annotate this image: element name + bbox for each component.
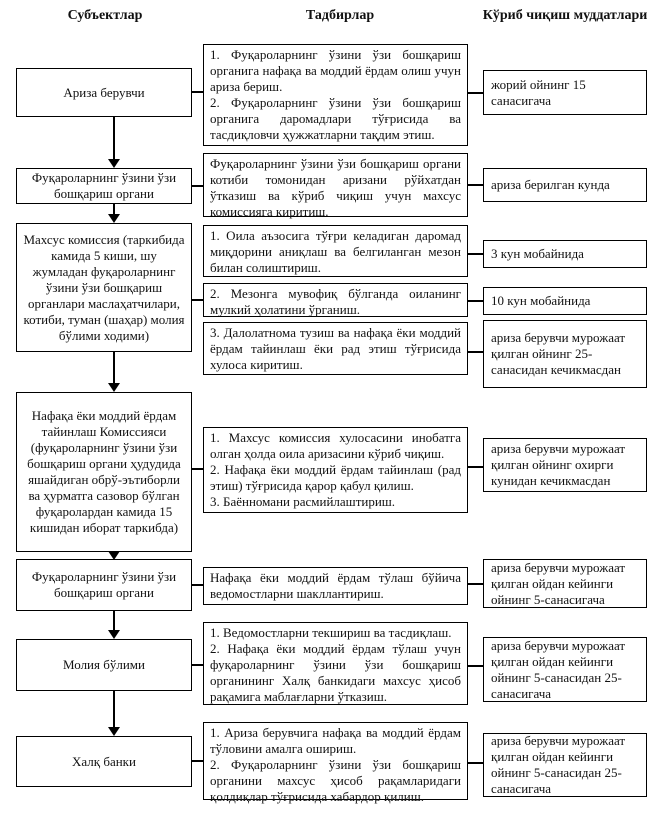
measure-item: Нафақа ёки моддий ёрдам тўлаш бўйича ведомостларни шакллантириш.: [210, 570, 461, 601]
deadline-label: ариза берувчи мурожаат қилган ойдан кейинги ойнинг 5-санасидан 25-санасигача: [491, 637, 626, 701]
subject-label: Махсус комиссия (таркибида камида 5 киши, шу жумладан фуқароларнинг ўзини ўзи бошқариш органлари маслаҳатчилари, котиби, туман (шаҳар) молия бўлими ходими): [23, 231, 185, 343]
subject-box-benefit-commission: [16, 392, 192, 552]
measure-box-7: [203, 567, 468, 605]
measure-item: 1. Фуқароларнинг ўзини ўзи бошқариш органига нафақа ва моддий ёрдам олиш учун ариза бериш.: [210, 47, 461, 94]
subject-label: Молия бўлими: [63, 657, 145, 672]
down-arrow-icon: [108, 611, 120, 639]
subject-label: Фуқароларнинг ўзини ўзи бошқариш органи: [31, 569, 177, 600]
measure-box-3: [203, 225, 468, 277]
measure-box-6: [203, 427, 468, 513]
deadline-box-3: [483, 240, 647, 268]
subject-box-self-government-body-2: [16, 559, 192, 611]
deadline-box-1: [483, 70, 647, 115]
measure-item: 1. Оила аъзосига тўғри келадиган даромад миқдорини аниқлаш ва белгиланган мезон билан солиштириш.: [210, 228, 461, 275]
deadline-box-8: [483, 637, 647, 702]
measure-item: 3. Далолатнома тузиш ва нафақа ёки моддий ёрдам тайинлаш ёки рад этиш тўғрисида хулоса киритиш.: [210, 325, 461, 372]
subject-box-finance-department: [16, 639, 192, 691]
subject-box-self-government-body: [16, 168, 192, 204]
measure-box-4: [203, 283, 468, 317]
measure-item: 2. Нафақа ёки моддий ёрдам тайинлаш (рад этиш) тўғрисида қарор қабул қилиш.: [210, 462, 461, 493]
connector-line: [192, 760, 203, 762]
connector-line: [192, 468, 203, 470]
down-arrow-icon: [108, 551, 120, 560]
connector-line: [192, 664, 203, 666]
deadline-label: жорий ойнинг 15 санасигача: [491, 76, 586, 108]
connector-line: [468, 583, 483, 585]
subject-label: Ариза берувчи: [63, 84, 145, 100]
subject-box-khalq-bank: [16, 736, 192, 787]
deadline-label: 3 кун мобайнида: [491, 246, 584, 261]
connector-line: [468, 92, 483, 94]
deadline-label: ариза берувчи мурожаат қилган ойнинг охирги кунидан кечикмасдан: [491, 441, 626, 488]
measure-item: 2. Фуқароларнинг ўзини ўзи бошқариш органига даромадлари тўғрисида ва тасдиқловчи ҳужжатларни тақдим этиш.: [210, 95, 461, 142]
deadline-label: ариза берувчи мурожаат қилган ойдан кейинги ойнинг 5-санасигача: [491, 559, 626, 607]
down-arrow-icon: [108, 204, 120, 223]
subject-box-special-commission: [16, 223, 192, 352]
deadline-box-9: [483, 733, 647, 797]
deadline-label: ариза берилган кунда: [491, 177, 610, 192]
connector-line: [192, 584, 203, 586]
connector-line: [192, 185, 203, 187]
measure-item: Фуқароларнинг ўзини ўзи бошқариш органи котиби томонидан аризани рўйхатдан ўтказиш ва кўриб чиқиш учун махсус комиссияга киритиш.: [210, 156, 461, 219]
connector-line: [468, 184, 483, 186]
down-arrow-icon: [108, 117, 120, 168]
subject-label: Нафақа ёки моддий ёрдам тайинлаш Комиссияси (фуқароларнинг ўзини ўзи бошқариш органи ҳудудида яшайдиган обрў-эътиборли ва ҳурматга сазовор бўлган фуқаролардан камида 15 кишидан иборат таркибда): [27, 408, 181, 535]
measure-item: 2. Нафақа ёки моддий ёрдам тўлаш учун фуқароларнинг ўзини ўзи бошқариш органининг Халқ банкидаги махсус ҳисоб рақамига маблағларни ўтказиш.: [210, 641, 461, 704]
subject-label: Халқ банки: [72, 753, 136, 769]
connector-line: [468, 300, 483, 302]
measure-item: 1. Ариза берувчига нафақа ва моддий ёрдам тўловини амалга ошириш.: [210, 725, 461, 756]
measure-item: 2. Фуқароларнинг ўзини ўзи бошқариш органини махсус ҳисоб рақамларидаги қолдиқлар тўғрисида хабардор қилиш.: [210, 757, 461, 804]
down-arrow-icon: [108, 352, 120, 392]
column-header-subjects: Субъектлар: [67, 8, 143, 23]
deadline-box-6: [483, 438, 647, 492]
measure-item: 2. Мезонга мувофиқ бўлганда оиланинг мулкий ҳолатини ўрганиш.: [210, 286, 461, 317]
deadline-box-7: [483, 559, 647, 608]
measure-box-1: [203, 44, 468, 146]
deadline-label: ариза берувчи мурожаат қилган ойдан кейинги ойнинг 5-санасидан 25-санасигача: [491, 733, 626, 796]
subject-label: Фуқароларнинг ўзини ўзи бошқариш органи: [31, 170, 177, 201]
connector-line: [468, 665, 483, 667]
measure-box-8: [203, 622, 468, 705]
connector-line: [468, 762, 483, 764]
measure-item: 1. Махсус комиссия хулосасини инобатга олган ҳолда оила аризасини кўриб чиқиш.: [210, 430, 461, 461]
connector-line: [468, 466, 483, 468]
deadline-box-2: [483, 168, 647, 202]
down-arrow-icon: [108, 691, 120, 736]
deadline-box-4: [483, 287, 647, 315]
measure-box-9: [203, 722, 468, 804]
measure-box-2: [203, 153, 468, 217]
column-header-deadlines: Кўриб чиқиш муддатлари: [482, 8, 648, 23]
connector-line: [468, 253, 483, 255]
measure-item: 3. Баённомани расмийлаштириш.: [210, 494, 396, 509]
column-header-measures: Тадбирлар: [305, 8, 375, 23]
connector-line: [192, 299, 203, 301]
deadline-box-5: [483, 320, 647, 388]
deadline-label: 10 кун мобайнида: [491, 293, 591, 308]
deadline-label: ариза берувчи мурожаат қилган ойнинг 25-санасидан кечикмасдан: [491, 330, 626, 377]
measure-box-5: [203, 322, 468, 375]
connector-line: [192, 91, 203, 93]
connector-line: [468, 351, 483, 353]
subject-box-applicant: [16, 68, 192, 117]
measure-item: 1. Ведомостларни текшириш ва тасдиқлаш.: [210, 625, 452, 640]
